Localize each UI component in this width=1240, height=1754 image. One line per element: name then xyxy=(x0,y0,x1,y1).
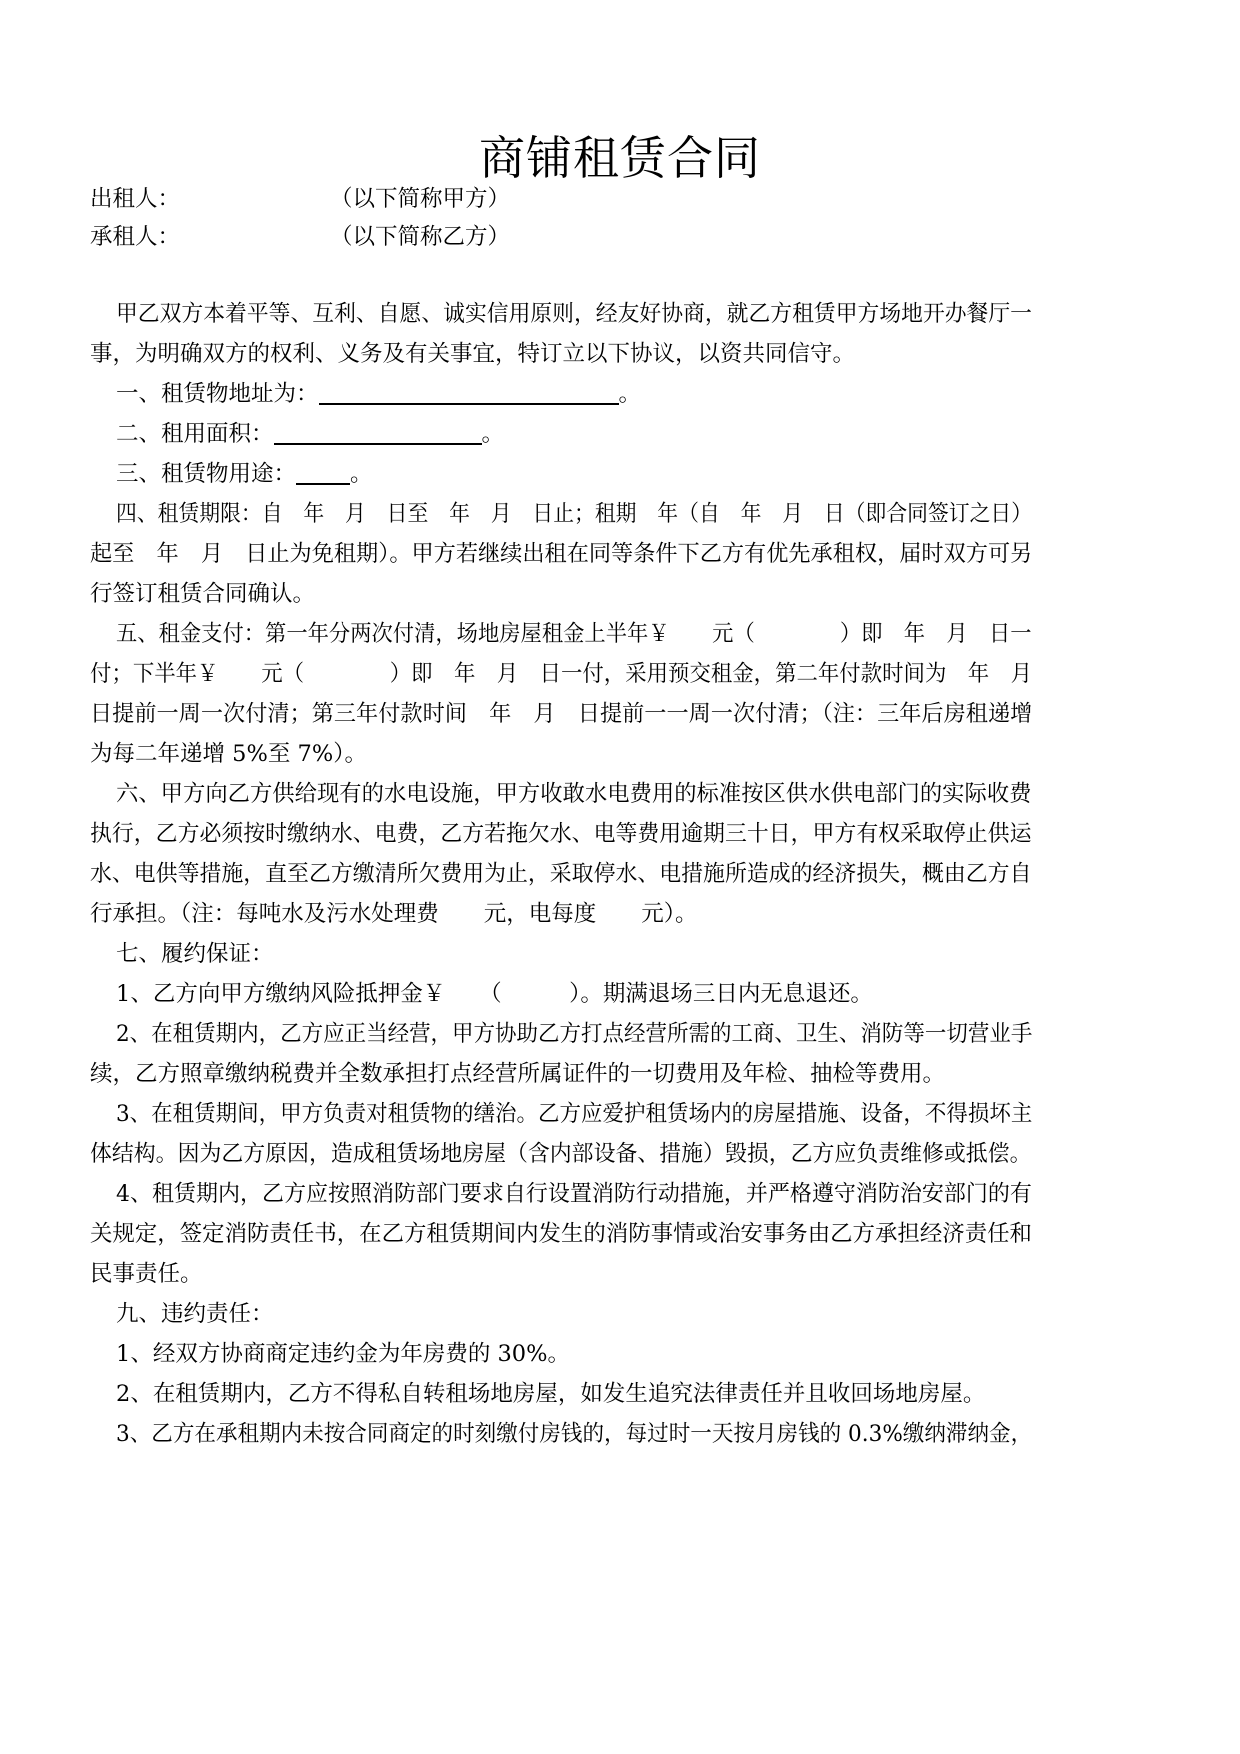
clause-term-line: 起至 年 月 日止为免租期）。甲方若继续出租在同等条件下乙方有优先承租权，届时双方可另 xyxy=(90,541,1033,567)
liability-item-1: 1、经双方协商商定违约金为年房费的 30%。 xyxy=(116,1341,570,1367)
lessor-label: 出租人： xyxy=(90,186,181,212)
clause-utility-line: 六、甲方向乙方供给现有的水电设施，甲方收敢水电费用的标准按区供水供电部门的实际收费 xyxy=(116,781,1032,807)
clause-area: 二、租用面积： 。 xyxy=(116,421,505,447)
lessee-alias: （以下简称乙方） xyxy=(330,224,511,250)
clause-utility-line: 水、电供等措施，直至乙方缴清所欠费用为止，采取停水、电措施所造成的经济损失，概由乙方自 xyxy=(90,861,1032,887)
clause-utility-line: 执行，乙方必须按时缴纳水、电费，乙方若拖欠水、电等费用逾期三十日，甲方有权采取停止供运 xyxy=(90,821,1032,847)
clause-usage: 三、租赁物用途： 。 xyxy=(116,461,373,487)
lessor-alias: （以下简称甲方） xyxy=(330,186,511,212)
preamble-line: 事，为明确双方的权利、义务及有关事宜，特订立以下协议，以资共同信守。 xyxy=(90,341,856,367)
guarantee-item-3-line: 体结构。因为乙方原因，造成租赁场地房屋（含内部设备、措施）毁损，乙方应负责维修或抵偿。 xyxy=(90,1141,1032,1167)
preamble-line: 甲乙双方本着平等、互利、自愿、诚实信用原则，经友好协商，就乙方租赁甲方场地开办餐厅一 xyxy=(116,301,1033,327)
clause-address: 一、租赁物地址为： 。 xyxy=(116,381,642,407)
lessee-label: 承租人： xyxy=(90,224,181,250)
lessor-line xyxy=(90,184,510,214)
guarantee-item-1: 1、乙方向甲方缴纳风险抵押金￥ （ ）。期满退场三日内无息退还。 xyxy=(116,981,873,1007)
clause-address-label: 一、租赁物地址为： xyxy=(116,381,319,407)
area-blank xyxy=(274,421,482,445)
clause-area-label: 二、租用面积： xyxy=(116,421,274,447)
clause-rent-line: 为每二年递增 5%至 7%）。 xyxy=(90,741,367,767)
liability-item-2: 2、在租赁期内，乙方不得私自转租场地房屋，如发生追究法律责任并且收回场地房屋。 xyxy=(116,1381,986,1407)
clause-rent-line: 日提前一周一次付清；第三年付款时间 年 月 日提前一一周一次付清；（注：三年后房租递增 xyxy=(90,701,1033,727)
clause-usage-label: 三、租赁物用途： xyxy=(116,461,297,487)
clause-guarantee-heading: 七、履约保证： xyxy=(116,941,274,967)
address-blank xyxy=(319,381,619,405)
usage-blank xyxy=(296,461,350,485)
clause-utility-line: 行承担。（注：每吨水及污水处理费 元，电每度 元）。 xyxy=(90,901,698,927)
document-title: 商铺租赁合同 xyxy=(479,131,761,185)
clause-liability-heading: 九、违约责任： xyxy=(116,1301,274,1327)
guarantee-item-2-line: 续，乙方照章缴纳税费并全数承担打点经营所属证件的一切费用及年检、抽检等费用。 xyxy=(90,1061,946,1087)
guarantee-item-4-line: 关规定，签定消防责任书，在乙方租赁期间内发生的消防事情或治安事务由乙方承担经济责任和 xyxy=(90,1221,1032,1247)
clause-term-line: 四、租赁期限：自 年 月 日至 年 月 日止；租期 年（自 年 月 日（即合同签订之日） xyxy=(116,501,1033,527)
liability-item-3: 3、乙方在承租期内未按合同商定的时刻缴付房钱的，每过时一天按月房钱的 0.3%缴纳滞纳金， xyxy=(116,1421,1033,1447)
lessee-line xyxy=(90,222,510,252)
guarantee-item-2-line: 2、在租赁期内，乙方应正当经营，甲方协助乙方打点经营所需的工商、卫生、消防等一切营业手 xyxy=(116,1021,1033,1047)
clause-rent-line: 五、租金支付：第一年分两次付清，场地房屋租金上半年￥ 元（ ）即 年 月 日一 xyxy=(116,621,1032,647)
clause-rent-line: 付；下半年￥ 元（ ）即 年 月 日一付，采用预交租金，第二年付款时间为 年 月 xyxy=(90,661,1032,687)
guarantee-item-4-line: 民事责任。 xyxy=(90,1261,203,1287)
clause-term-line: 行签订租赁合同确认。 xyxy=(90,581,316,607)
guarantee-item-3-line: 3、在租赁期间，甲方负责对租赁物的缮治。乙方应爱护租赁场内的房屋措施、设备，不得损坏主 xyxy=(116,1101,1033,1127)
guarantee-item-4-line: 4、租赁期内，乙方应按照消防部门要求自行设置消防行动措施，并严格遵守消防治安部门的有 xyxy=(116,1181,1032,1207)
